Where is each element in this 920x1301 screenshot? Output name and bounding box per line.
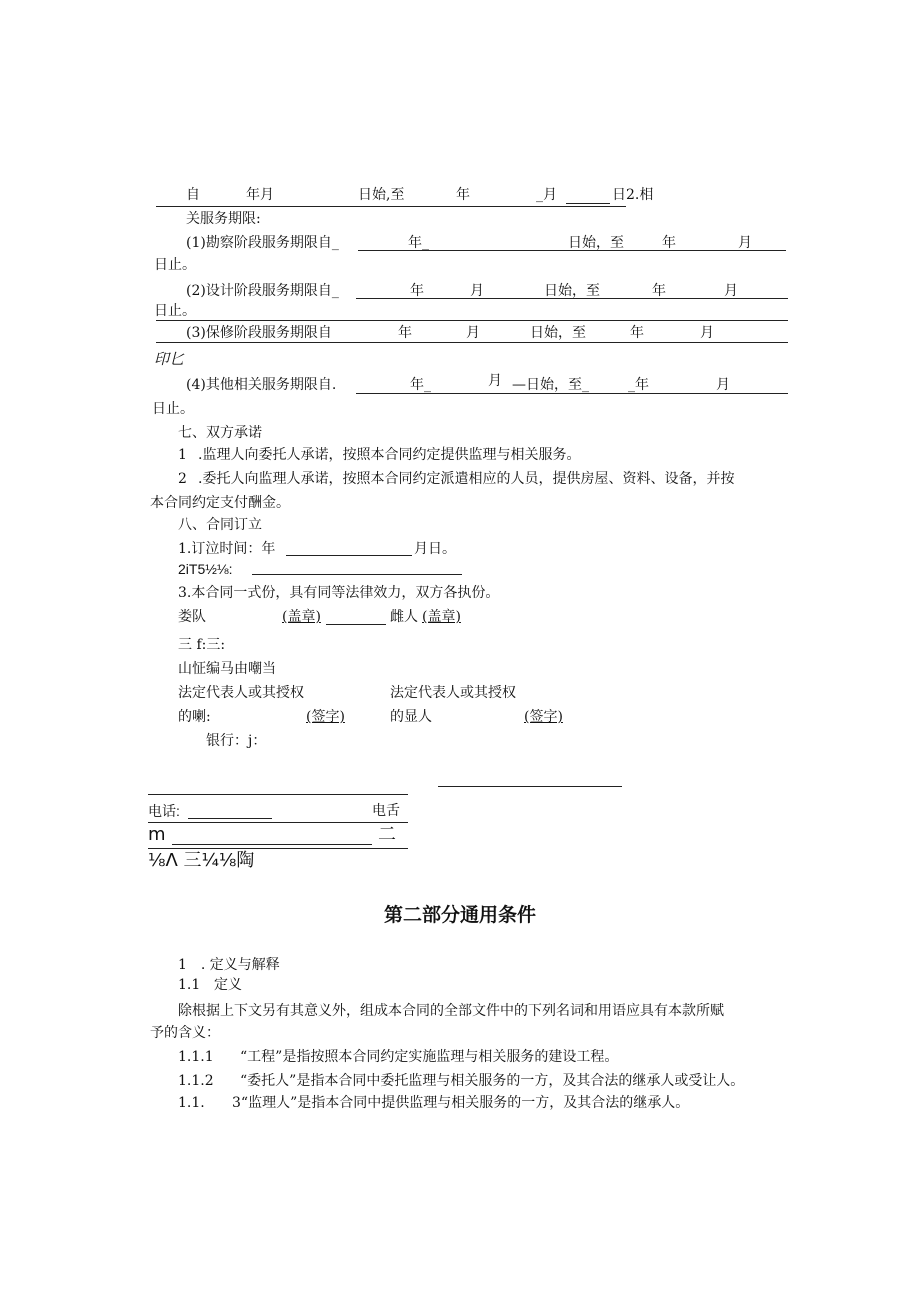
definitions-intro: 除根据上下文另有其意义外，组成本合同的全部文件中的下列名词和用语应具有本款所赋 [178,1003,724,1019]
phone-right-label: 电舌 [372,803,400,819]
design-year-2: 年 [652,283,666,299]
other-month-2: 月 [716,377,730,393]
warranty-year-2: 年 [630,325,644,341]
warranty-period-label: (3)保修阶段服务期限自 [186,325,332,341]
text-month: _月 [536,187,557,203]
blank-line [566,203,610,204]
definition-3-number: 1.1. [178,1095,205,1111]
seal-blank-line [326,624,386,625]
rep-left-label: 法定代表人或其授权 [178,685,304,701]
survey-year: 年_ [408,235,429,251]
supervisor-seal: (盖章) [422,609,461,625]
phone-left-label: 电话: [148,803,180,819]
design-month: 月 [470,283,484,299]
misc-line: ⅛Λ 三¼⅛陶 [148,850,255,871]
definition-1-text: “工程”是指按照本合同约定实施监理与相关服务的建设工程。 [240,1049,619,1065]
left-blank-line [148,794,408,795]
other-year: 年_ [410,377,431,393]
design-period-label: (2)设计阶段服务期限自_ [186,283,339,299]
section-heading-commitments: 七、双方承诺 [178,425,262,441]
signing-time-end: 月日。 [414,541,456,557]
warranty-month: 月 [466,325,480,341]
sign-right: (签字) [524,709,563,725]
definition-2-number: 1.1.2 [178,1073,214,1089]
rep-right-label: 法定代表人或其授权 [390,685,516,701]
other-end: 日止。 [152,401,194,417]
signing-time-label: 1.订泣时间：年 [178,541,276,557]
text-day-related: 日2.相 [612,187,654,203]
text-year-month: 年月 [246,187,274,203]
design-row-rule [156,320,788,321]
commitment-2-text: .委托人向监理人承诺，按照本合同约定派遣相应的人员，提供房屋、资料、设备，并按 [198,471,735,487]
m-blank [172,844,372,845]
bank-label: 银行：j： [206,733,267,749]
agent-left-label: 的喇: [178,709,211,725]
definitions-intro-continued: 予的含义： [150,1025,220,1041]
signing-place-label: 2iT5½⅛: [178,561,233,577]
section-heading-signing: 八、合同订立 [178,517,262,533]
commitment-2-continued: 本合同约定支付酬金。 [150,495,290,511]
address-line-2: 山怔编马由嘲当 [178,661,276,677]
design-month-2: 月 [724,283,738,299]
warranty-row-rule [156,342,788,343]
signing-place-blank [252,574,462,575]
definition-2-text: “委托人”是指本合同中委托监理与相关服务的一方，及其合法的继承人或受让人。 [240,1073,745,1089]
warranty-month-2: 月 [700,325,714,341]
client-label: 娄队 [178,609,206,625]
survey-start-to: 日始，至 [568,235,624,251]
row-rule [156,206,626,207]
commitment-1-text: .监理人向委托人承诺，按照本合同约定提供监理与相关服务。 [198,447,581,463]
other-start-to: —日始，至_ [512,377,589,393]
survey-year-2: 年 [662,235,676,251]
m-row-rule [148,848,408,849]
commitment-1-number: 1 [178,447,187,463]
text-service-period: 关服务期限: [186,211,261,227]
design-end: 日止。 [154,303,196,319]
design-year: 年 [410,283,424,299]
agent-right-label: 的显人 [390,709,432,725]
address-line-1: 三 f:三: [178,637,226,653]
section-1-1-number: 1.1 [178,977,201,993]
m-right: 二 [378,824,396,845]
m-label: m [148,824,166,845]
section-1-1-title: 定义 [214,977,242,993]
text-from: 自 [186,187,200,203]
right-blank-line [438,786,622,787]
other-month: 月 [488,373,502,389]
survey-period-label: (1)勘察阶段服务期限自_ [186,235,339,251]
signing-time-blank [286,555,412,556]
client-seal: (盖章) [282,609,321,625]
survey-month-2: 月 [738,235,752,251]
text-start-to: 日始,至 [358,187,405,203]
part2-title: 第二部分通用条件 [383,904,536,926]
text-year: 年 [456,187,470,203]
warranty-start-to: 日始，至 [530,325,586,341]
supervisor-label: 雌人 [390,609,418,625]
other-year-2: _年 [628,377,649,393]
definition-1-number: 1.1.1 [178,1049,214,1065]
phone-blank [188,818,272,819]
definition-3-text: 3“监理人”是指本合同中提供监理与相关服务的一方，及其合法的继承人。 [232,1095,690,1111]
survey-end: 日止。 [154,257,196,273]
design-start-to: 日始，至 [544,283,600,299]
other-period-label: (4)其他相关服务期限自. [186,377,337,393]
warranty-year: 年 [398,325,412,341]
commitment-2-number: 2 [178,471,187,487]
section-1-heading: 1 . 定义与解释 [178,957,280,973]
warranty-end: 印匕 [154,350,185,368]
sign-left: (签字) [306,709,345,725]
phone-row-rule [148,822,408,823]
signing-copies: 3.本合同一式份，具有同等法律效力，双方各执份。 [178,585,500,601]
